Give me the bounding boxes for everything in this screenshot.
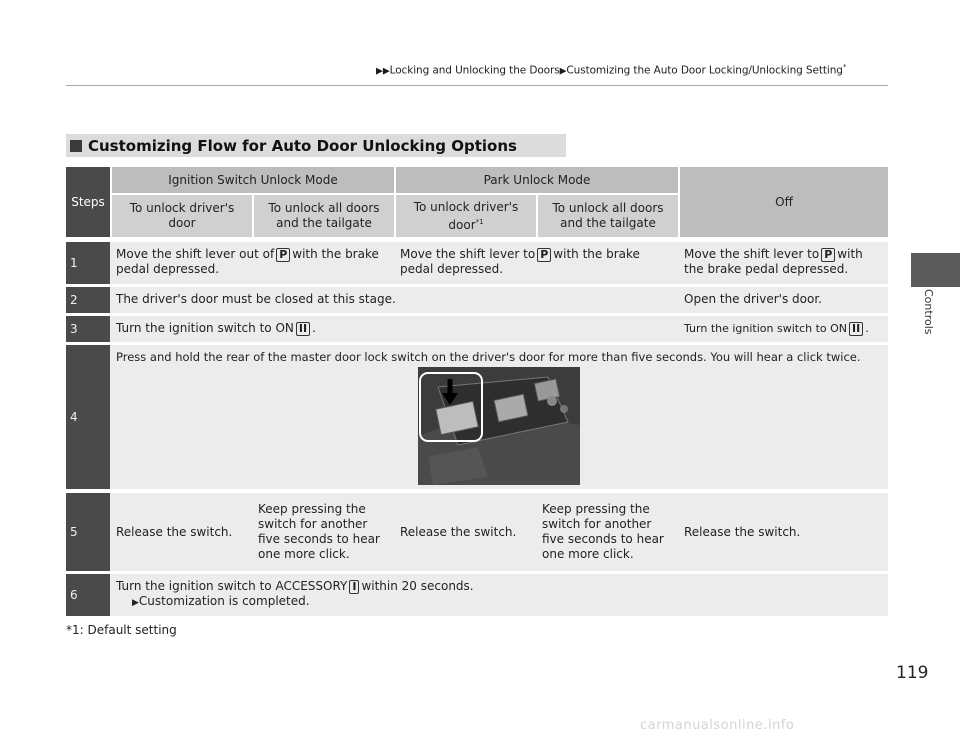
step3-off (680, 316, 888, 342)
col-driver-door-2-text: To unlock driver's door (413, 199, 519, 232)
step1-park-a: Move the shift lever to (400, 247, 536, 261)
chapter-tab (911, 253, 960, 287)
step5-c2: Keep pressing the switch for another five seconds to hear one more click. (254, 493, 394, 571)
double-arrow-icon: ▶▶ (376, 66, 390, 77)
step4-text: Press and hold the rear of the master door lock switch on the driver's door for more than five seconds. You will hear a click twice. (112, 345, 888, 489)
step3-off-a: Turn the ignition switch to ON (684, 322, 848, 335)
step1-off-a: Move the shift lever to (684, 247, 820, 261)
step2-off: Open the driver's door. (680, 287, 888, 313)
step5-c3: Release the switch. (396, 493, 536, 571)
step-number: 3 (66, 316, 110, 342)
step1-ignition-a: Move the shift lever out of (116, 247, 275, 261)
step1-ignition (112, 242, 394, 284)
step6-text (112, 574, 888, 616)
step6-text-b: within 20 seconds. (361, 579, 474, 593)
step-number: 2 (66, 287, 110, 313)
on-key-icon: II (849, 322, 863, 336)
step1-ignition-b: with the brake pedal depressed. (116, 247, 379, 276)
step3-main-b: . (312, 321, 316, 335)
step6-sub: Customization is completed. (138, 594, 310, 608)
chapter-label: Controls (922, 289, 935, 335)
header-rule (66, 85, 888, 86)
off-header: Off (680, 167, 888, 237)
p-key-icon: P (821, 248, 835, 262)
breadcrumb-part1: Locking and Unlocking the Doors (389, 64, 560, 77)
ignition-mode-header: Ignition Switch Unlock Mode (112, 167, 394, 193)
step1-park-b: with the brake pedal depressed. (400, 247, 640, 276)
breadcrumb (376, 63, 896, 77)
col-all-doors-1: To unlock all doors and the tailgate (254, 195, 394, 237)
p-key-icon: P (537, 248, 551, 262)
door-switch-illustration (418, 367, 580, 485)
col-driver-door-1: To unlock driver's door (112, 195, 252, 237)
step1-off (680, 242, 888, 284)
col-driver-door-2 (396, 195, 536, 237)
step5-c4: Keep pressing the switch for another five seconds to hear one more click. (538, 493, 678, 571)
step1-off-b: with the brake pedal depressed. (684, 247, 863, 276)
on-key-icon: II (296, 322, 310, 336)
section-title (66, 134, 566, 157)
step5-c1: Release the switch. (112, 493, 252, 571)
steps-header: Steps (66, 167, 110, 237)
page-number: 119 (896, 663, 929, 683)
step3-main-a: Turn the ignition switch to ON (116, 321, 294, 335)
step-number: 4 (66, 345, 110, 489)
step6-text-a: Turn the ignition switch to ACCESSORY (116, 579, 348, 593)
step2-main: The driver's door must be closed at this stage. (112, 287, 678, 313)
step1-park (396, 242, 678, 284)
breadcrumb-mark: * (842, 63, 847, 71)
arrow-icon: ▶ (132, 598, 139, 608)
step-number: 1 (66, 242, 110, 284)
square-bullet-icon (70, 140, 82, 152)
breadcrumb-part2: Customizing the Auto Door Locking/Unlocking Setting (566, 64, 843, 77)
step-number: 6 (66, 574, 110, 616)
accessory-key-icon: I (349, 580, 359, 594)
step3-off-b: . (865, 322, 869, 335)
step-number: 5 (66, 493, 110, 571)
step5-c5: Release the switch. (680, 493, 888, 571)
p-key-icon: P (276, 248, 290, 262)
arrow-icon: ▶ (559, 66, 567, 77)
default-mark: *1 (475, 217, 484, 226)
park-mode-header: Park Unlock Mode (396, 167, 678, 193)
step3-main (112, 316, 678, 342)
watermark: carmanualsonline.info (640, 718, 795, 733)
footnote: *1: Default setting (66, 623, 177, 637)
section-title-text: Customizing Flow for Auto Door Unlocking Options (88, 136, 517, 155)
col-all-doors-2: To unlock all doors and the tailgate (538, 195, 678, 237)
